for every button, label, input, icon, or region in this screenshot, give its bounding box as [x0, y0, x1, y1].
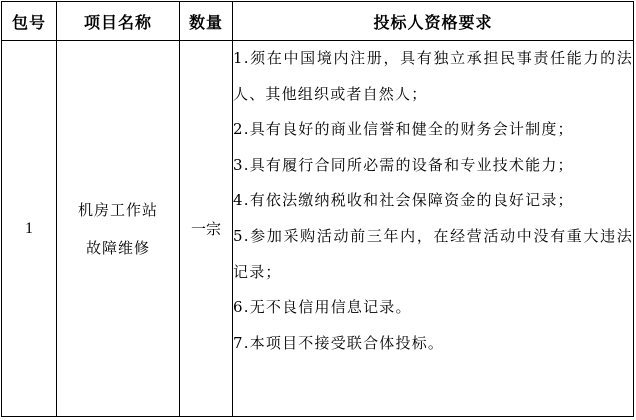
project-name-cell: [57, 41, 180, 417]
requirements-cell: [233, 41, 634, 417]
quantity-cell: 一宗: [180, 41, 233, 417]
requirement-item-3: 3.具有履行合同所必需的设备和专业技术能力；: [233, 155, 574, 174]
requirement-item-4: 4.有依法缴纳税收和社会保障资金的良好记录；: [233, 191, 574, 210]
header-project-name: 项目名称: [57, 2, 180, 41]
requirement-item-5: 5.参加采购活动前三年内，在经营活动中没有重大违法记录；: [233, 226, 633, 281]
project-name-line-1: 机房工作站: [77, 200, 158, 219]
package-no-cell: 1: [2, 41, 57, 417]
table-row: [2, 41, 634, 417]
requirement-item-1: 1.须在中国境内注册，具有独立承担民事责任能力的法人、其他组织或者自然人；: [233, 49, 633, 103]
header-package-no: 包号: [2, 2, 57, 41]
qualification-table: [1, 1, 634, 417]
header-quantity: 数量: [180, 2, 233, 41]
header-row: [2, 2, 634, 41]
requirement-item-7: 7.本项目不接受联合体投标。: [233, 333, 445, 352]
requirement-item-6: 6.无不良信用信息记录。: [233, 298, 412, 317]
project-name-line-2: 故障维修: [85, 238, 150, 257]
header-requirements: 投标人资格要求: [233, 2, 634, 41]
requirement-item-2: 2.具有良好的商业信誉和健全的财务会计制度；: [233, 120, 574, 139]
